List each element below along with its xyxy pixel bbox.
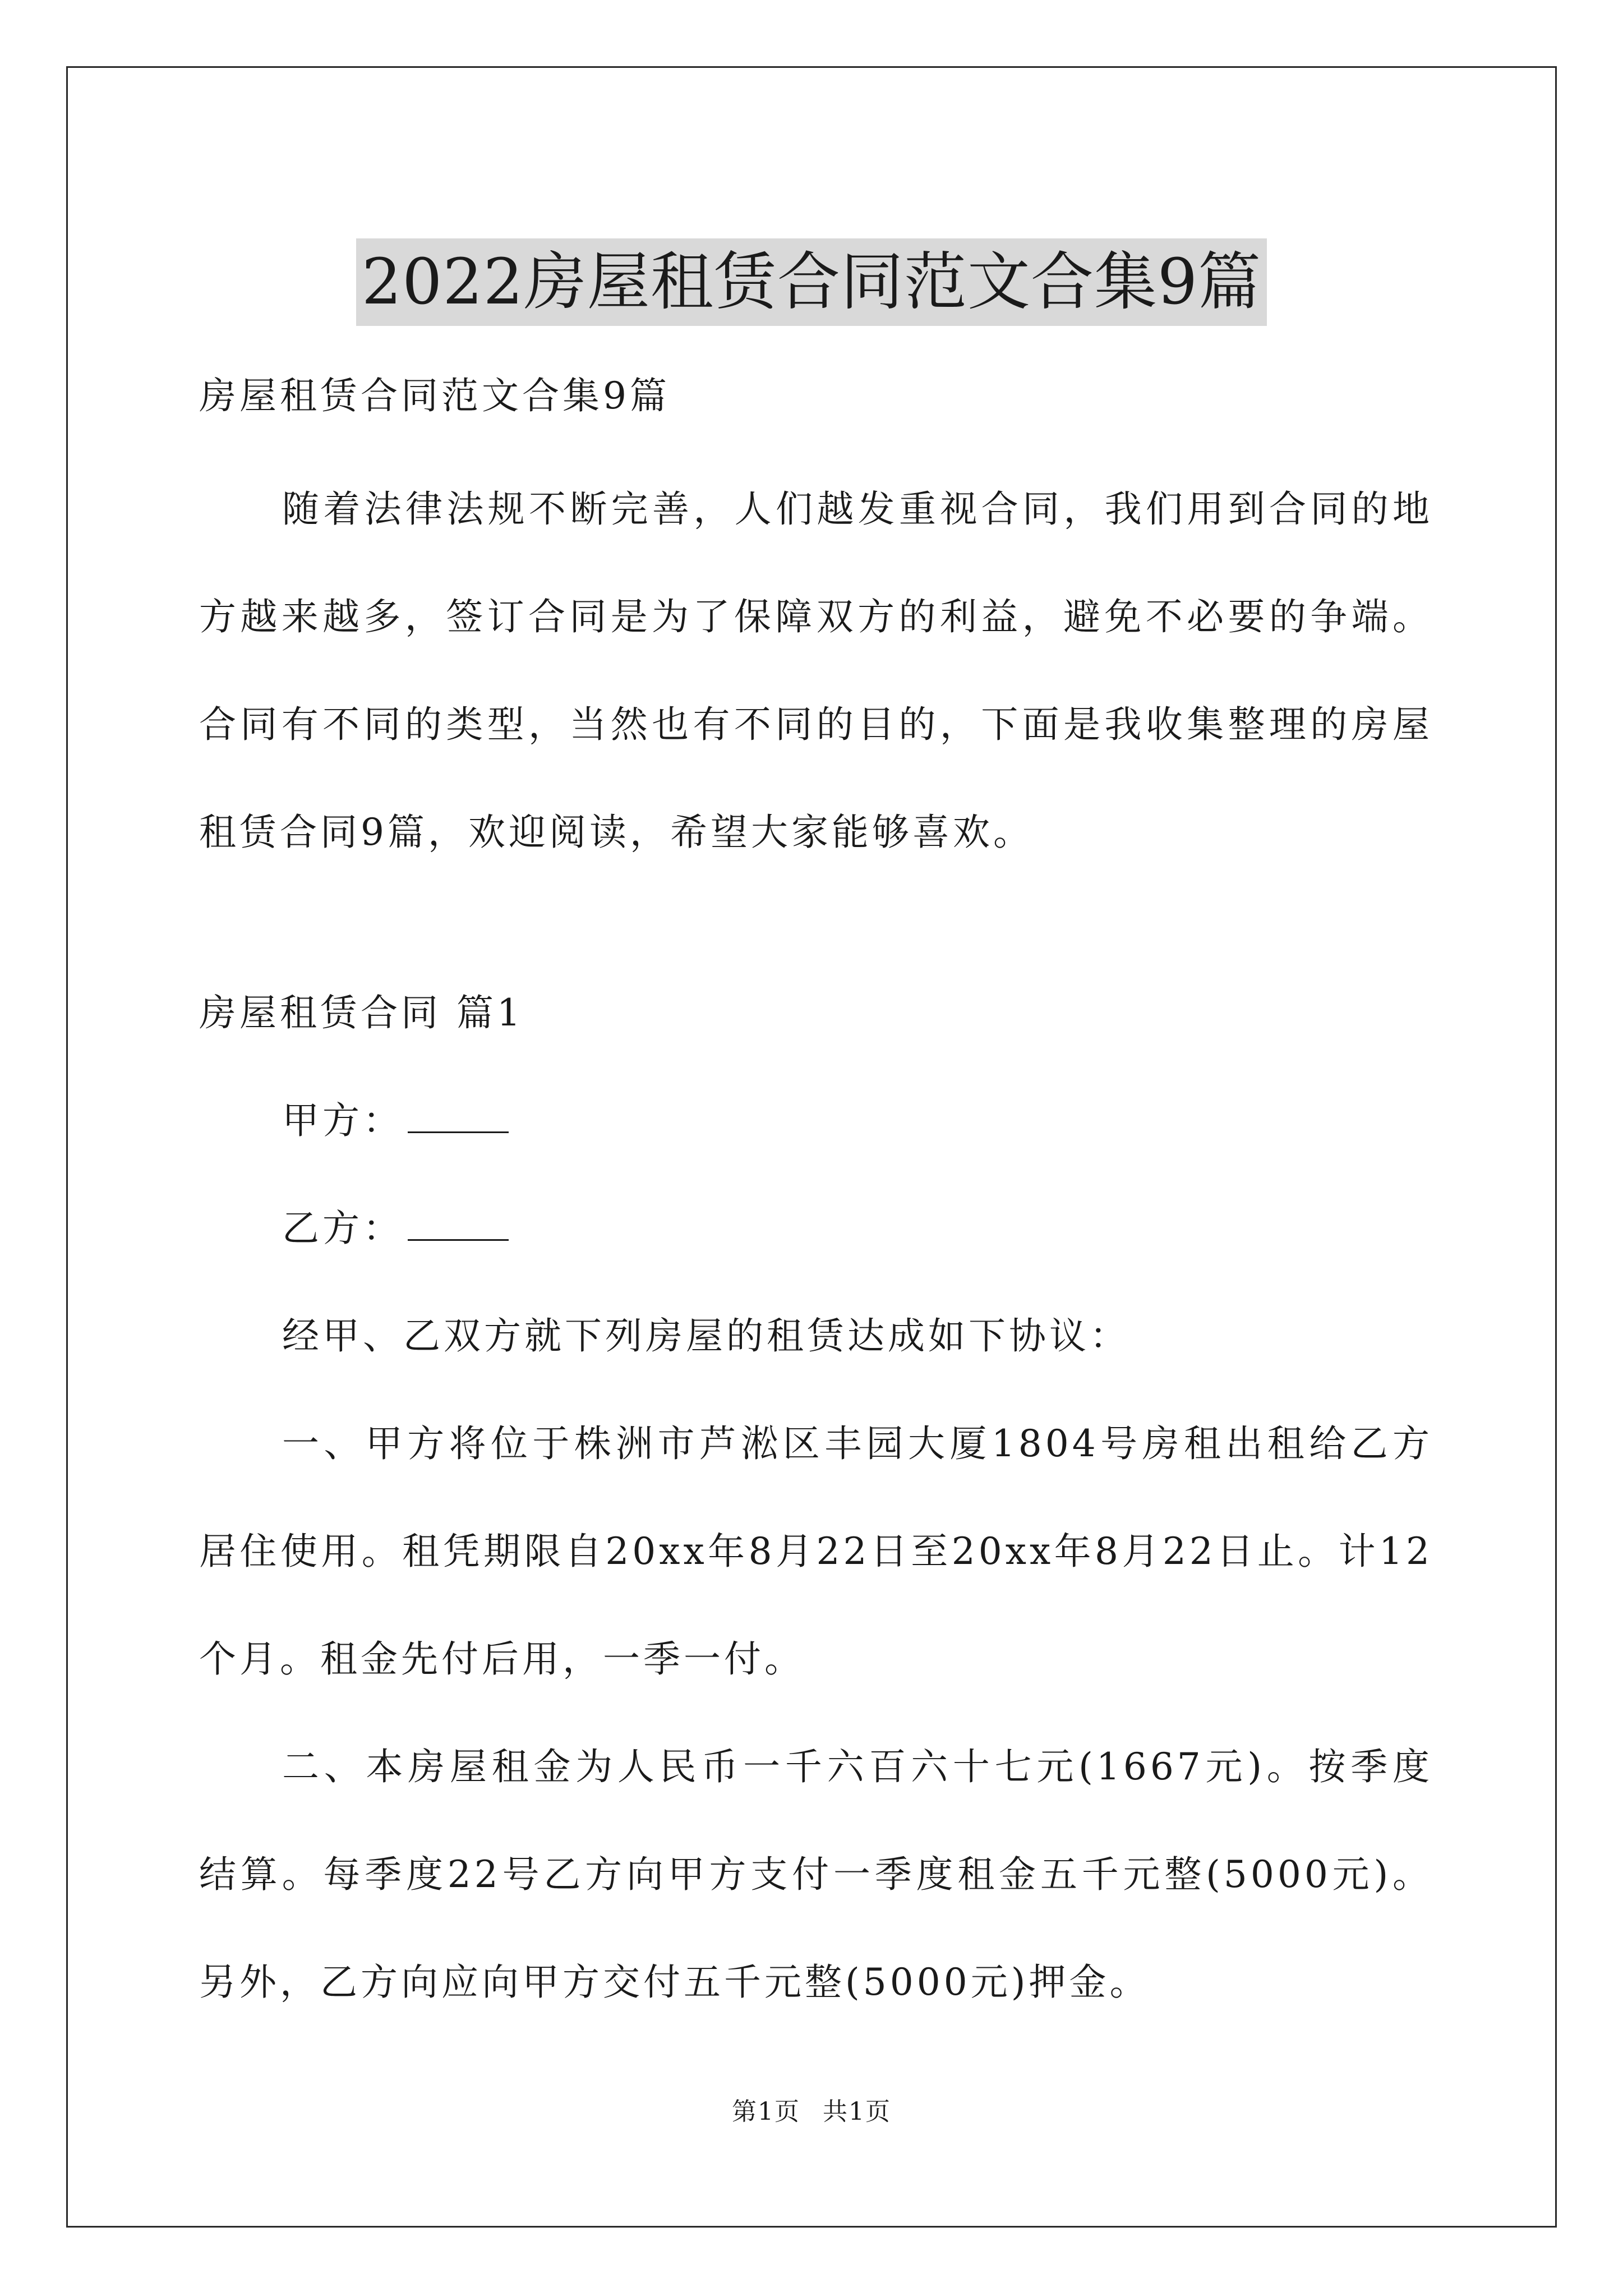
document-subtitle: 房屋租赁合同范文合集9篇 [199,374,670,417]
clause-1: 一、甲方将位于株洲市芦淞区丰园大厦1804号房租出租给乙方居住使用。租凭期限自20xx年8月22日至20xx年8月22日止。计12个月。租金先付后用，一季一付。 [199,1422,1433,1681]
document-title: 2022房屋租赁合同范文合集9篇 [356,238,1267,326]
page-footer [0,2095,1623,2129]
party-b-label: 乙方： [282,1207,403,1250]
party-b-line [199,1175,1433,1282]
page-number-total: 共1页 [823,2097,891,2126]
party-b-blank [408,1207,509,1241]
intro-paragraph: 随着法律法规不断完善，人们越发重视合同，我们用到合同的地方越来越多，签订合同是为了保障双方的利益，避免不必要的争端。合同有不同的类型，当然也有不同的目的，下面是我收集整理的房屋租赁合同9篇，欢迎阅读，希望大家能够喜欢。 [199,487,1433,854]
page-number-current: 第1页 [732,2097,800,2126]
party-a-line [199,1067,1433,1175]
clause-2: 二、本房屋租金为人民币一千六百六十七元(1667元)。按季度结算。每季度22号乙方向甲方支付一季度租金五千元整(5000元)。另外，乙方向应向甲方交付五千元整(5000元)押金。 [199,1745,1433,2004]
party-a-blank [408,1099,509,1133]
agreement-lead: 经甲、乙双方就下列房屋的租赁达成如下协议： [282,1314,1130,1358]
section-heading: 房屋租赁合同 篇1 [199,991,524,1034]
party-a-label: 甲方： [282,1099,403,1142]
document-body [199,342,1433,2036]
